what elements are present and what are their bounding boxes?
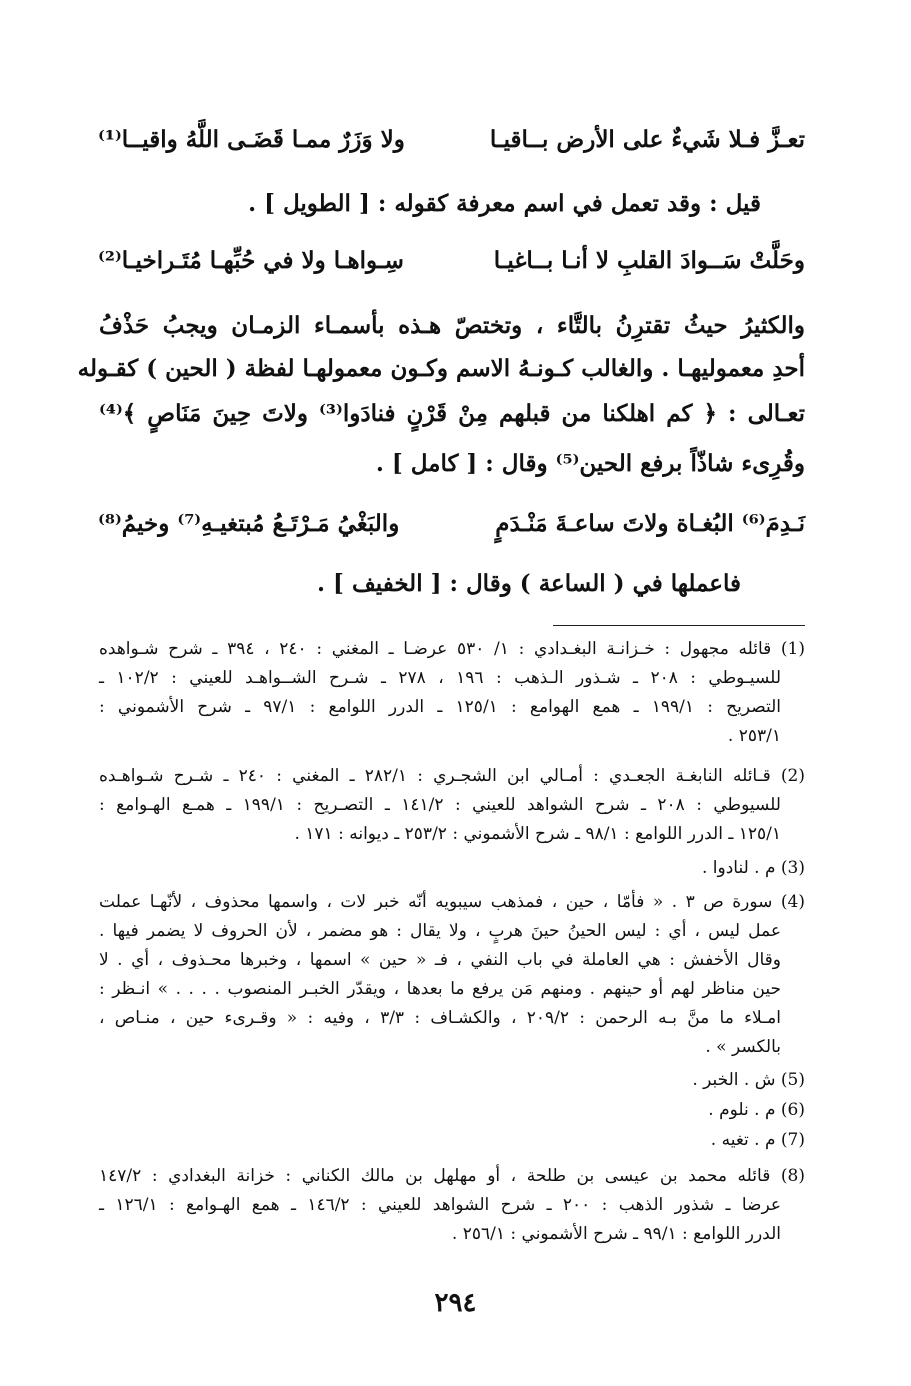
footnote-1-line-4: ٢٥٣/١ . [727, 726, 781, 746]
footnote-4-line-5: امـلاء ما منَّ بـه الرحمن : ٢٠٩/٢ ، والكشـاف : ٣/٣ ، وفيه : « وقـرىء حين ، منـاص ، [99, 1008, 782, 1028]
verse-1-first-hemistich: تعـزَّ فـلا شَيءٌ على الأرض بــاقيـا [489, 126, 805, 153]
paragraph-line-1: والكثيرُ حيثُ تقترِنُ بالتَّاء ، وتختصّ هـذه بأسمـاء الزمـان ويجبُ حَذْفُ [99, 312, 805, 339]
footnote-1-line-1: (1) قائله مجهول : خـزانـة البغـدادي : ١/ ٥٣٠ عرضـا ـ المغني : ٢٤٠ ، ٣٩٤ ـ شرح شـواهده [99, 639, 806, 659]
footnote-2-line-2: للسيوطي : ٢٠٨ ـ شرح الشواهد للعيني : ١٤١/٢ ـ التصـريح : ١٩٩/١ ـ همـع الهـوامع : [99, 795, 781, 815]
footnote-6: (6) م . نلوم . [708, 1100, 805, 1120]
footnote-7: (7) م . تغيه . [710, 1130, 805, 1150]
verse-3-second-hemistich: والبَغْيُ مَـرْتَـعُ مُبتغيـهِ⁽⁷⁾ وخيمُ⁽⁸⁾ [98, 510, 400, 537]
page-number: ٢٩٤ [434, 1288, 477, 1318]
footnote-4-line-1: (4) سورة ص ٣ . « فأمّا ، حين ، فمذهب سيبويه أنّه خبر لات ، واسمها محذوف ، لأنّهـا عملت [99, 892, 805, 912]
verse-2-second-hemistich: سِـواهـا ولا في حُبِّهـا مُتَـراخيـا⁽²⁾ [98, 247, 404, 274]
footnote-3: (3) م . لنادوا . [701, 858, 805, 878]
footnote-8-line-2: عرضا ـ شذور الذهب : ٢٠٠ ـ شرح الشواهد للعيني : ١٤٦/٢ ـ همع الهـوامع : ١٢٦/١ ـ [99, 1195, 781, 1215]
prose-closing-line: فاعملها في ( الساعة ) وقال : [ الخفيف ] . [317, 570, 741, 597]
footnote-1-line-2: للسيـوطي : ٢٠٨ ـ شـذور الـذهب : ١٩٦ ، ٢٧٨ ـ شـرح الشــواهـد للعيني : ١٠٢/٢ ـ [99, 668, 781, 688]
footnote-8-line-1: (8) قائله محمد بن عيسى بن طلحة ، أو مهلهل بن مالك الكناني : خزانة البغدادي : ١٤٧/٢ [99, 1166, 805, 1186]
footnote-2-line-3: ١٢٥/١ ـ الدرر اللوامع : ٩٨/١ ـ شرح الأشموني : ٢٥٣/٢ ـ ديوانه : ١٧١ . [294, 824, 781, 844]
prose-intro-line: قيل : وقد تعمل في اسم معرفة كقوله : [ الطويل ] . [248, 190, 761, 217]
verse-3-first-hemistich: نَـدِمَ⁽⁶⁾ البُغـاة ولاتَ ساعـةَ مَنْـدَمٍ [495, 510, 805, 537]
paragraph-line-3: تعـالى : ﴿ كم اهلكنا من قبلهم مِنْ قَرْنٍ فنادَوا⁽³⁾ ولاتَ حِينَ مَنَاصٍ ﴾⁽⁴⁾ [99, 400, 806, 427]
footnote-5: (5) ش . الخبر . [692, 1070, 805, 1090]
footnote-1-line-3: التصريح : ١٩٩/١ ـ همع الهوامع : ١٢٥/١ ـ الدرر اللوامع : ٩٧/١ ـ شرح الأشموني : [99, 697, 781, 717]
footnote-4-line-3: وقال الأخفش : هي العاملة في باب النفي ، فـ « حين » اسمها ، وخبرها محـذوف ، أي . لا [99, 950, 781, 970]
footnote-divider [553, 625, 805, 626]
footnote-8-line-3: الدرر اللوامع : ٩٩/١ ـ شرح الأشموني : ٢٥٦/١ . [451, 1224, 781, 1244]
paragraph-line-2: أحدِ معموليهـا . والغالب كـونـهُ الاسم وكـون معمولهـا لفظة ( الحين ) كقـوله [77, 355, 805, 382]
footnote-4-line-4: حين مناظر لهم أو حينهم . ومنهم مَن يرفع ما بعدها ، ويقدّر الخبـر المنصوب . . . . » انـظر : [99, 979, 781, 999]
verse-2-first-hemistich: وحَلَّتْ سَــوادَ القلبِ لا أنـا بــاغيـا [493, 247, 805, 274]
footnote-4-line-6: بالكسر » . [705, 1037, 781, 1057]
footnote-2-line-1: (2) قـائله النابغـة الجعـدي : أمـالي ابن الشجـري : ٢٨٢/١ ـ المغني : ٢٤٠ ـ شـرح شـواهـده [99, 766, 806, 786]
verse-1-second-hemistich: ولا وَزَرٌ ممـا قَضَـى اللَّهُ واقيــا⁽¹⁾ [98, 126, 405, 153]
paragraph-line-4: وقُرِىء شاذّاً برفع الحين⁽⁵⁾ وقال : [ كامل ] . [375, 450, 805, 477]
footnote-4-line-2: عمل ليس ، أي : ليس الحينُ حينَ هربٍ ، ولا يقال : هو مضمر ، لأن الحروف لا يضمر فيها . [99, 921, 781, 941]
